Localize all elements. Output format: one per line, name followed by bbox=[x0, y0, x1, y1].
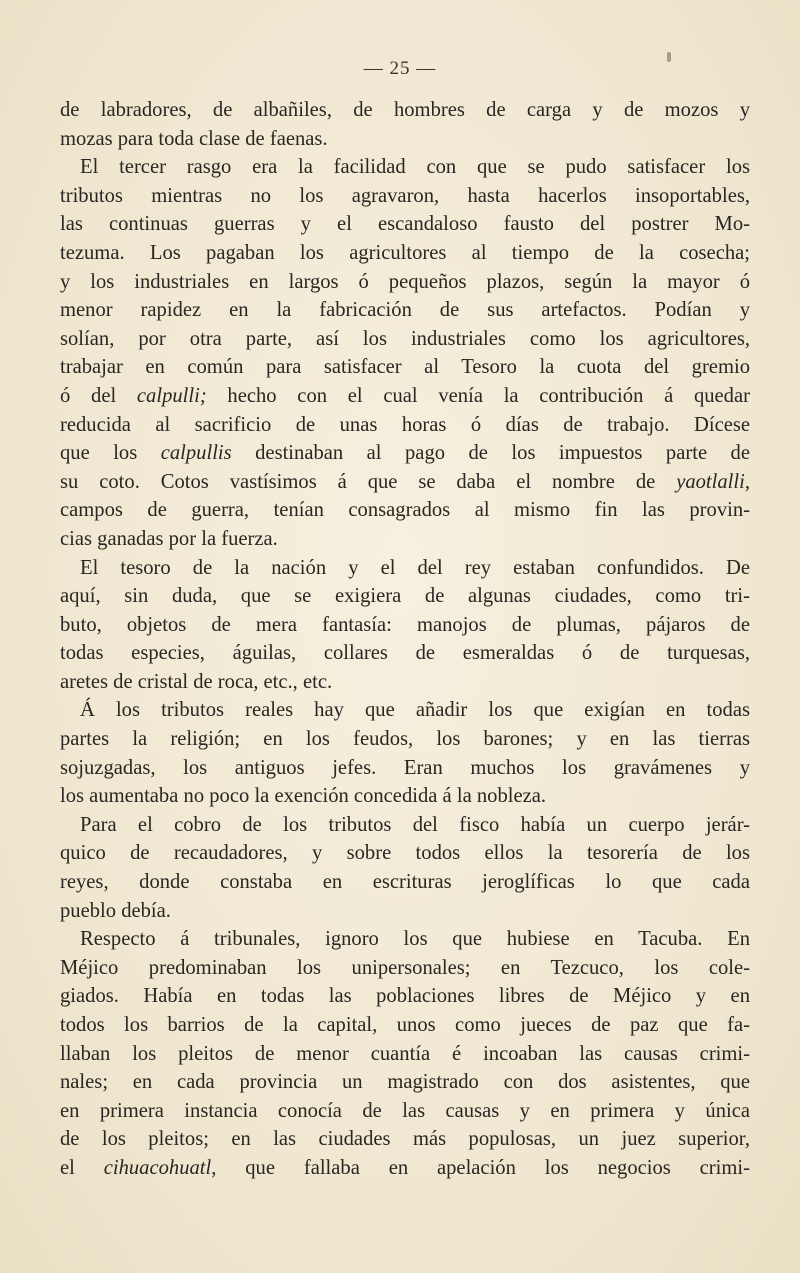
text-run: menor rapidez en la fabricación de sus artefactos. Podían y bbox=[60, 299, 750, 322]
text-run: hecho con el cual venía la contribución á quedar bbox=[206, 384, 750, 407]
body-text bbox=[60, 96, 750, 1183]
text-line bbox=[60, 811, 750, 840]
text-run: El tercer rasgo era la facilidad con que se pudo satisfacer los bbox=[80, 156, 750, 179]
text-line bbox=[60, 411, 750, 440]
text-run: , que fallaba en apelación los negocios crimi- bbox=[211, 1156, 750, 1179]
text-run: el bbox=[60, 1156, 104, 1179]
text-line bbox=[60, 210, 750, 239]
text-line bbox=[60, 639, 750, 668]
italic-term: calpullis bbox=[160, 442, 232, 465]
text-run: y los industriales en largos ó pequeños plazos, según la mayor ó bbox=[60, 270, 750, 293]
text-line bbox=[60, 525, 750, 554]
text-run: todas especies, águilas, collares de esmeraldas ó de turquesas, bbox=[60, 642, 750, 665]
text-line bbox=[60, 754, 750, 783]
text-run: Á los tributos reales hay que añadir los que exigían en todas bbox=[80, 699, 750, 722]
paragraph bbox=[60, 96, 750, 153]
text-run: que los bbox=[60, 442, 161, 465]
text-run: de labradores, de albañiles, de hombres de carga y de mozos y bbox=[60, 99, 750, 121]
text-run: trabajar en común para satisfacer al Tesoro la cuota del gremio bbox=[60, 356, 750, 379]
text-line bbox=[60, 382, 750, 411]
text-line bbox=[60, 1068, 750, 1097]
text-line bbox=[60, 353, 750, 382]
text-run: partes la religión; en los feudos, los barones; y en las tierras bbox=[60, 728, 750, 751]
text-run: llaban los pleitos de menor cuantía é incoaban las causas crimi- bbox=[60, 1042, 750, 1065]
text-line bbox=[60, 96, 750, 125]
text-line bbox=[60, 725, 750, 754]
text-run: Respecto á tribunales, ignoro los que hubiese en Tacuba. En bbox=[80, 928, 750, 951]
text-line bbox=[60, 296, 750, 325]
italic-term: yaotlalli bbox=[676, 470, 745, 493]
text-run: solían, por otra parte, así los industriales como los agricultores, bbox=[60, 327, 750, 350]
text-line bbox=[60, 468, 750, 497]
text-line bbox=[60, 954, 750, 983]
text-run: mozas para toda clase de faenas. bbox=[60, 127, 328, 150]
text-line bbox=[60, 668, 750, 697]
italic-term: cihuacohuatl bbox=[103, 1156, 212, 1179]
text-run: , bbox=[744, 470, 750, 493]
text-run: cias ganadas por la fuerza. bbox=[60, 527, 278, 550]
text-run: en primera instancia conocía de las causas y en primera y única bbox=[60, 1099, 750, 1122]
text-line bbox=[60, 611, 750, 640]
text-line bbox=[60, 439, 750, 468]
paragraph bbox=[60, 925, 750, 1182]
text-line bbox=[60, 1011, 750, 1040]
text-run: su coto. Cotos vastísimos á que se daba el nombre de bbox=[60, 470, 677, 493]
text-run: Para el cobro de los tributos del fisco había un cuerpo jerár- bbox=[80, 813, 750, 836]
text-line bbox=[60, 1125, 750, 1154]
text-run: Méjico predominaban los unipersonales; en Tezcuco, los cole- bbox=[60, 956, 750, 979]
text-run: ó del bbox=[60, 384, 137, 407]
text-line bbox=[60, 325, 750, 354]
text-run: quico de recaudadores, y sobre todos ellos la tesorería de los bbox=[60, 842, 750, 865]
text-line bbox=[60, 696, 750, 725]
text-line bbox=[60, 868, 750, 897]
text-run: las continuas guerras y el escandaloso fausto del postrer Mo- bbox=[60, 213, 750, 236]
text-run: campos de guerra, tenían consagrados al mismo fin las provin- bbox=[60, 499, 750, 522]
text-run: sojuzgadas, los antiguos jefes. Eran muchos los gravámenes y bbox=[60, 756, 750, 779]
text-run: de los pleitos; en las ciudades más populosas, un juez superior, bbox=[60, 1128, 750, 1151]
text-line bbox=[60, 153, 750, 182]
text-line bbox=[60, 1154, 750, 1183]
text-run: buto, objetos de mera fantasía: manojos de plumas, pájaros de bbox=[60, 613, 750, 636]
text-run: reducida al sacrificio de unas horas ó días de trabajo. Dícese bbox=[60, 413, 750, 436]
text-line bbox=[60, 1040, 750, 1069]
paragraph bbox=[60, 554, 750, 697]
paragraph bbox=[60, 153, 750, 553]
text-line bbox=[60, 897, 750, 926]
text-line bbox=[60, 496, 750, 525]
text-line bbox=[60, 125, 750, 154]
text-run: pueblo debía. bbox=[60, 899, 171, 922]
text-line bbox=[60, 782, 750, 811]
text-line bbox=[60, 1097, 750, 1126]
text-run: tributos mientras no los agravaron, hasta hacerlos insoportables, bbox=[60, 184, 750, 207]
text-line bbox=[60, 982, 750, 1011]
text-line bbox=[60, 839, 750, 868]
text-run: El tesoro de la nación y el del rey estaban confundidos. De bbox=[80, 556, 750, 579]
text-run: reyes, donde constaba en escrituras jeroglíficas lo que cada bbox=[60, 871, 750, 894]
page-number: — 25 — bbox=[363, 58, 437, 79]
text-run: aretes de cristal de roca, etc., etc. bbox=[60, 670, 333, 693]
text-line bbox=[60, 582, 750, 611]
text-run: todos los barrios de la capital, unos como jueces de paz que fa- bbox=[60, 1014, 750, 1036]
text-line bbox=[60, 182, 750, 211]
text-line bbox=[60, 239, 750, 268]
text-line bbox=[60, 925, 750, 954]
text-line bbox=[60, 268, 750, 297]
italic-term: calpulli; bbox=[136, 384, 207, 407]
paragraph bbox=[60, 811, 750, 925]
text-run: aquí, sin duda, que se exigiera de algunas ciudades, como tri- bbox=[60, 585, 750, 608]
text-run: giados. Había en todas las poblaciones libres de Méjico y en bbox=[60, 985, 750, 1008]
text-run: los aumentaba no poco la exención concedida á la nobleza. bbox=[60, 785, 547, 808]
text-run: nales; en cada provincia un magistrado con dos asistentes, que bbox=[60, 1071, 750, 1094]
paragraph bbox=[60, 696, 750, 810]
text-run: tezuma. Los pagaban los agricultores al tiempo de la cosecha; bbox=[60, 241, 750, 264]
text-line bbox=[60, 554, 750, 583]
text-run: destinaban al pago de los impuestos parte de bbox=[231, 442, 750, 465]
